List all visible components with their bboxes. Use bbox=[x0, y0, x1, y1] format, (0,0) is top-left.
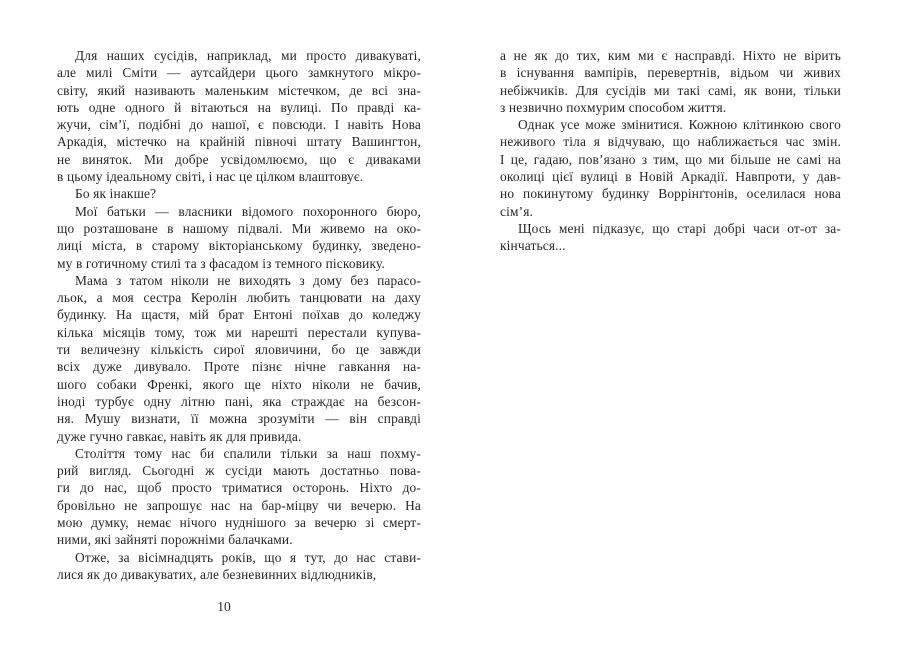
text-line: ними, які зайняті порожніми балачками. bbox=[57, 532, 293, 548]
paragraph bbox=[57, 185, 421, 202]
text-line: шого собаки Френкі, якого ще ніхто ніколи не бачив, bbox=[57, 376, 421, 392]
text-line: кілька місяців тому, тож ми нарешті перестали купува- bbox=[57, 324, 421, 340]
text-line: І це, гадаю, пов’язано з тим, що ми більше не самі на bbox=[500, 151, 841, 167]
text-line: Однак усе може змінитися. Кожною клітинкою свого bbox=[518, 117, 841, 133]
text-line: сім’я. bbox=[500, 203, 534, 219]
text-line: лися як до дивакуватих, але безневинних відлюдників, bbox=[57, 566, 377, 582]
text-line: світу, який називають маленьким містечком, де всі зна- bbox=[57, 82, 421, 98]
text-line: му в готичному стилі та з фасадом із темного пісковику. bbox=[57, 255, 385, 271]
text-line: но покинутому будинку Воррінґтонів, оселилася нова bbox=[500, 186, 841, 202]
text-line: Щось мені підказує, що старі добрі часи от-от за- bbox=[518, 220, 841, 236]
text-line: будинку. На щастя, мій брат Ентоні поїхав до коледжу bbox=[57, 307, 421, 323]
text-line: Мама з татом ніколи не виходять з дому без парасо- bbox=[75, 272, 421, 288]
right-page-text-column bbox=[500, 47, 841, 255]
paragraph bbox=[500, 47, 841, 116]
text-line: небіжчиків. Для сусідів ми такі самі, як вони, тільки bbox=[500, 82, 841, 98]
text-line: ють одне одного й вітаються на вулиці. По правді ка- bbox=[57, 99, 421, 115]
text-line: не виняток. Ми добре усвідомлюємо, що є диваками bbox=[57, 151, 421, 167]
text-line: льок, а моя сестра Керолін любить танцювати на даху bbox=[57, 290, 421, 306]
text-line: ти величезну кількість сирої яловичини, бо це завжди bbox=[57, 342, 421, 358]
text-line: з незвично похмурим способом життя. bbox=[500, 99, 727, 115]
paragraph bbox=[500, 220, 841, 255]
text-line: ня. Мушу визнати, її можна зрозуміти — він справді bbox=[57, 411, 421, 427]
text-line: в цьому ідеальному світі, і нас це цілком влаштовує. bbox=[57, 169, 364, 185]
left-page-text-column bbox=[57, 47, 421, 583]
text-line: але милі Сміти — аутсайдери цього замкнутого мікро- bbox=[57, 65, 421, 81]
text-line: всіх дуже дивувало. Проте пізнє нічне гавкання на- bbox=[57, 359, 421, 375]
paragraph bbox=[57, 549, 421, 584]
text-line: околиці цієї вулиці в Новій Аркадії. Навпроти, у дав- bbox=[500, 169, 841, 185]
text-line: неживого тіла я відчуваю, що наближається час змін. bbox=[500, 134, 841, 150]
text-line: жучи, сім’ї, подібні до нашої, є повсюди. І навіть Нова bbox=[57, 117, 421, 133]
paragraph bbox=[57, 203, 421, 272]
page-number: 10 bbox=[217, 599, 231, 614]
text-line: бровільно не запрошує нас на бар-міцву чи вечерю. На bbox=[57, 497, 421, 513]
paragraph bbox=[57, 47, 421, 185]
text-line: дуже гучно гавкає, навіть як для привида. bbox=[57, 428, 302, 444]
text-line: іноді турбує одну літню пані, яка страждає на безсон- bbox=[57, 393, 421, 409]
text-line: в існування вампірів, перевертнів, відьом чи живих bbox=[500, 65, 841, 81]
text-line: Мої батьки — власники відомого похоронного бюро, bbox=[75, 203, 421, 219]
text-line: Бо як інакше? bbox=[75, 186, 157, 202]
paragraph bbox=[57, 272, 421, 445]
text-line: Століття тому нас би спалили тільки за наш похму- bbox=[75, 445, 421, 461]
text-line: що розташоване в нашому підвалі. Ми живемо на око- bbox=[57, 220, 421, 236]
text-line: Для наших сусідів, наприклад, ми просто дивакуваті, bbox=[75, 48, 421, 63]
text-line: кінчаться... bbox=[500, 238, 566, 254]
paragraph bbox=[500, 116, 841, 220]
text-line: мою думку, немає нічого нуднішого за вечерю зі смерт- bbox=[57, 515, 421, 531]
text-line: Аркадія, містечко на крайній півночі штату Вашингтон, bbox=[57, 134, 421, 150]
text-line: рий вигляд. Сьогодні ж сусіди мають достатньо пова- bbox=[57, 463, 421, 479]
text-line: лиці міста, в старому вікторіанському будинку, зведено- bbox=[57, 238, 421, 254]
text-line: Отже, за вісімнадцять років, що я тут, до нас стави- bbox=[75, 549, 421, 565]
paragraph bbox=[57, 445, 421, 549]
text-line: а не як до тих, ким ми є насправді. Ніхто не вірить bbox=[500, 48, 841, 63]
text-line: ги до нас, щоб просто триматися осторонь. Ніхто до- bbox=[57, 480, 421, 496]
